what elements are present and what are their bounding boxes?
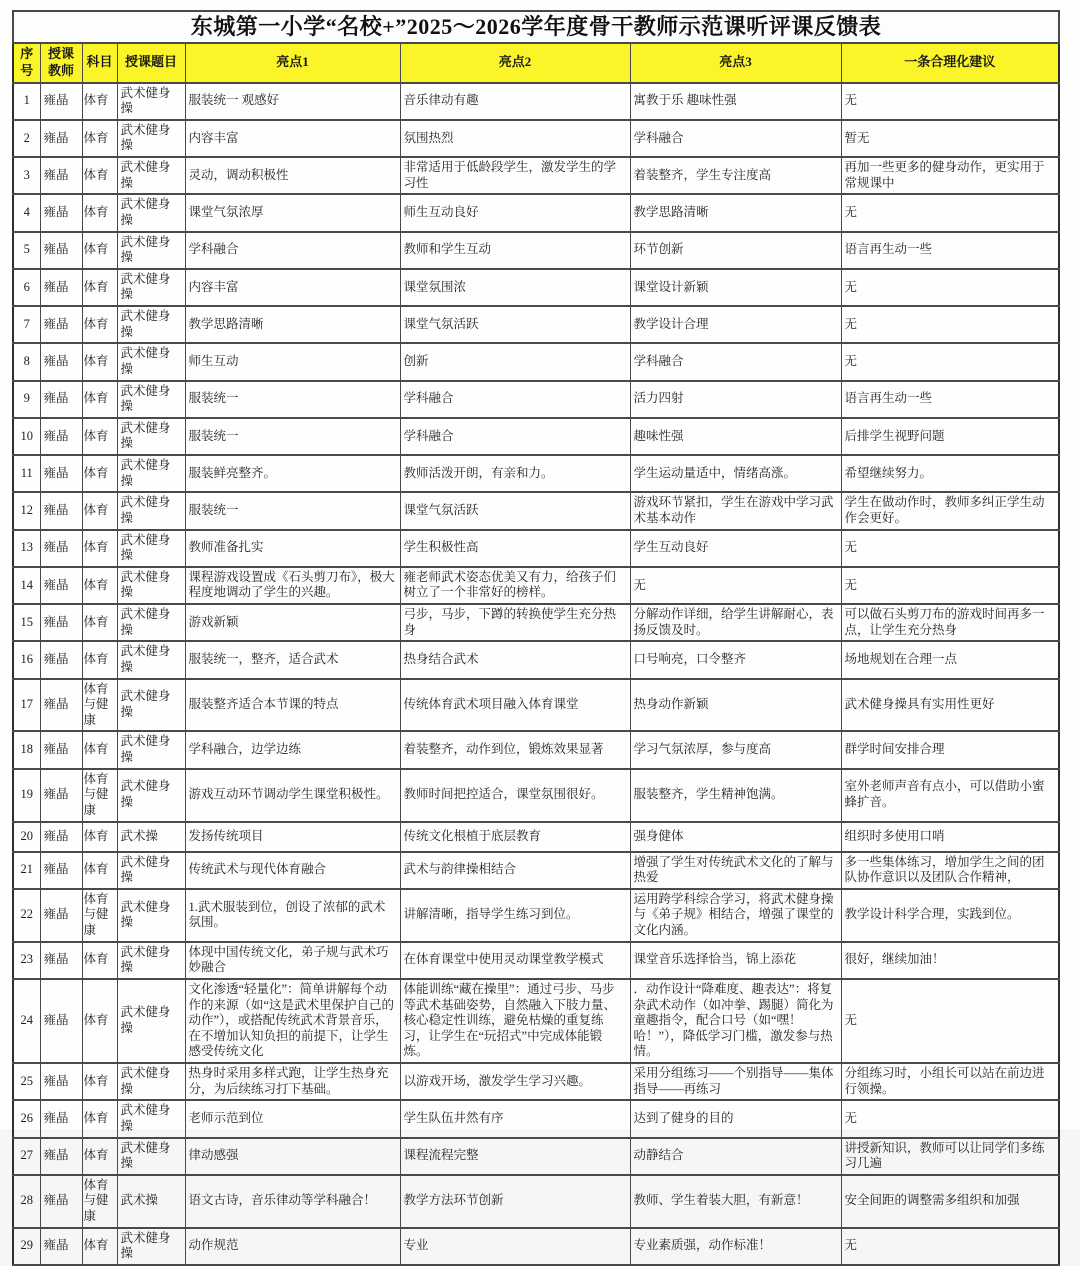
table-row xyxy=(13,492,1059,529)
highlight2-cell: 雍老师武术姿态优美又有力，给孩子们树立了一个非常好的榜样。 xyxy=(400,567,630,604)
teacher-cell: 雍晶 xyxy=(40,120,82,157)
col-header-subject: 科目 xyxy=(82,43,117,83)
topic-cell: 武术健身操 xyxy=(117,194,185,231)
row-number-cell: 19 xyxy=(13,769,40,822)
row-number-cell: 6 xyxy=(13,269,40,306)
topic-cell: 武术健身操 xyxy=(117,343,185,380)
topic-cell: 武术健身操 xyxy=(117,604,185,641)
table-body xyxy=(13,83,1059,1265)
row-number-cell: 23 xyxy=(13,942,40,979)
suggestion-cell: 暂无 xyxy=(841,120,1059,157)
topic-cell: 武术健身操 xyxy=(117,306,185,343)
topic-cell: 武术健身操 xyxy=(117,942,185,979)
subject-cell: 体育 xyxy=(82,83,117,120)
table-row xyxy=(13,157,1059,194)
col-header-topic: 授课题目 xyxy=(117,43,185,83)
suggestion-cell: 无 xyxy=(841,269,1059,306)
highlight3-cell: 专业素质强，动作标准！ xyxy=(630,1228,841,1265)
highlight2-cell: 传统文化根植于底层教育 xyxy=(400,822,630,852)
teacher-cell: 雍晶 xyxy=(40,1138,82,1175)
suggestion-cell: 教学设计科学合理，实践到位。 xyxy=(841,889,1059,942)
col-header-highlight3: 亮点3 xyxy=(630,43,841,83)
row-number-cell: 8 xyxy=(13,343,40,380)
row-number-cell: 15 xyxy=(13,604,40,641)
table-header-row xyxy=(13,43,1059,83)
highlight2-cell: 着装整齐，动作到位，锻炼效果显著 xyxy=(400,731,630,768)
table-row xyxy=(13,1228,1059,1265)
topic-cell: 武术健身操 xyxy=(117,769,185,822)
highlight1-cell: 课堂气氛浓厚 xyxy=(185,194,400,231)
teacher-cell: 雍晶 xyxy=(40,194,82,231)
highlight2-cell: 热身结合武术 xyxy=(400,641,630,678)
teacher-cell: 雍晶 xyxy=(40,418,82,455)
teacher-cell: 雍晶 xyxy=(40,381,82,418)
subject-cell: 体育 xyxy=(82,455,117,492)
row-number-cell: 13 xyxy=(13,530,40,567)
highlight2-cell: 课堂气氛活跃 xyxy=(400,492,630,529)
topic-cell: 武术健身操 xyxy=(117,1063,185,1100)
highlight3-cell: 教师、学生着装大胆，有新意！ xyxy=(630,1175,841,1228)
teacher-cell: 雍晶 xyxy=(40,232,82,269)
row-number-cell: 10 xyxy=(13,418,40,455)
row-number-cell: 24 xyxy=(13,979,40,1063)
subject-cell: 体育 xyxy=(82,1100,117,1137)
suggestion-cell: 分组练习时，小组长可以站在前边进行领操。 xyxy=(841,1063,1059,1100)
subject-cell: 体育 xyxy=(82,157,117,194)
topic-cell: 武术健身操 xyxy=(117,381,185,418)
row-number-cell: 21 xyxy=(13,852,40,889)
highlight1-cell: 内容丰富 xyxy=(185,269,400,306)
row-number-cell: 4 xyxy=(13,194,40,231)
subject-cell: 体育 xyxy=(82,1063,117,1100)
highlight2-cell: 体能训练“藏在操里”：通过弓步、马步等武术基础姿势，自然融入下肢力量、核心稳定性训练，避免枯燥的重复练习，让学生在“玩招式”中完成体能锻炼。 xyxy=(400,979,630,1063)
row-number-cell: 20 xyxy=(13,822,40,852)
highlight2-cell: 讲解清晰，指导学生练习到位。 xyxy=(400,889,630,942)
table-row xyxy=(13,343,1059,380)
row-number-cell: 9 xyxy=(13,381,40,418)
highlight3-cell: 分解动作详细，给学生讲解耐心，表扬反馈及时。 xyxy=(630,604,841,641)
highlight3-cell: 学生互动良好 xyxy=(630,530,841,567)
teacher-cell: 雍晶 xyxy=(40,1063,82,1100)
subject-cell: 体育 xyxy=(82,1228,117,1265)
highlight2-cell: 教师时间把控适合，课堂氛围很好。 xyxy=(400,769,630,822)
highlight2-cell: 以游戏开场，激发学生学习兴趣。 xyxy=(400,1063,630,1100)
suggestion-cell: 群学时间安排合理 xyxy=(841,731,1059,768)
topic-cell: 武术健身操 xyxy=(117,492,185,529)
teacher-cell: 雍晶 xyxy=(40,679,82,732)
topic-cell: 武术健身操 xyxy=(117,679,185,732)
table-row xyxy=(13,1063,1059,1100)
highlight3-cell: 运用跨学科综合学习，将武术健身操与《弟子规》相结合，增强了课堂的文化内涵。 xyxy=(630,889,841,942)
suggestion-cell: 后排学生视野问题 xyxy=(841,418,1059,455)
topic-cell: 武术健身操 xyxy=(117,889,185,942)
highlight1-cell: 服装统一 xyxy=(185,418,400,455)
col-header-highlight2: 亮点2 xyxy=(400,43,630,83)
highlight2-cell: 教师活泼开朗，有亲和力。 xyxy=(400,455,630,492)
col-header-index: 序号 xyxy=(13,43,40,83)
highlight3-cell: ．动作设计“降难度、趣表达”：将复杂武术动作（如冲拳、踢腿）简化为童趣指令，配合口号（如“嘿！哈！”），降低学习门槛，激发参与热情。 xyxy=(630,979,841,1063)
highlight2-cell: 创新 xyxy=(400,343,630,380)
suggestion-cell: 再加一些更多的健身动作，更实用于常规课中 xyxy=(841,157,1059,194)
teacher-cell: 雍晶 xyxy=(40,942,82,979)
topic-cell: 武术健身操 xyxy=(117,979,185,1063)
table-row xyxy=(13,822,1059,852)
highlight2-cell: 武术与韵律操相结合 xyxy=(400,852,630,889)
highlight1-cell: 发扬传统项目 xyxy=(185,822,400,852)
highlight2-cell: 学生队伍井然有序 xyxy=(400,1100,630,1137)
suggestion-cell: 武术健身操具有实用性更好 xyxy=(841,679,1059,732)
subject-cell: 体育 xyxy=(82,269,117,306)
row-number-cell: 27 xyxy=(13,1138,40,1175)
highlight2-cell: 氛围热烈 xyxy=(400,120,630,157)
suggestion-cell: 无 xyxy=(841,567,1059,604)
topic-cell: 武术健身操 xyxy=(117,83,185,120)
table-row xyxy=(13,731,1059,768)
row-number-cell: 1 xyxy=(13,83,40,120)
highlight3-cell: 学生运动量适中，情绪高涨。 xyxy=(630,455,841,492)
topic-cell: 武术健身操 xyxy=(117,530,185,567)
highlight1-cell: 热身时采用多样式跑，让学生热身充分，为后续练习打下基础。 xyxy=(185,1063,400,1100)
col-header-suggestion: 一条合理化建议 xyxy=(841,43,1059,83)
subject-cell: 体育与健康 xyxy=(82,1175,117,1228)
highlight2-cell: 课堂气氛活跃 xyxy=(400,306,630,343)
teacher-cell: 雍晶 xyxy=(40,157,82,194)
suggestion-cell: 无 xyxy=(841,194,1059,231)
highlight1-cell: 律动感强 xyxy=(185,1138,400,1175)
subject-cell: 体育 xyxy=(82,731,117,768)
topic-cell: 武术健身操 xyxy=(117,1138,185,1175)
table-row xyxy=(13,194,1059,231)
suggestion-cell: 室外老师声音有点小，可以借助小蜜蜂扩音。 xyxy=(841,769,1059,822)
table-row xyxy=(13,1100,1059,1137)
highlight1-cell: 内容丰富 xyxy=(185,120,400,157)
subject-cell: 体育 xyxy=(82,530,117,567)
topic-cell: 武术健身操 xyxy=(117,418,185,455)
row-number-cell: 22 xyxy=(13,889,40,942)
table-row xyxy=(13,381,1059,418)
subject-cell: 体育 xyxy=(82,979,117,1063)
suggestion-cell: 无 xyxy=(841,979,1059,1063)
row-number-cell: 29 xyxy=(13,1228,40,1265)
row-number-cell: 3 xyxy=(13,157,40,194)
topic-cell: 武术健身操 xyxy=(117,1228,185,1265)
highlight3-cell: 无 xyxy=(630,567,841,604)
topic-cell: 武术健身操 xyxy=(117,232,185,269)
teacher-cell: 雍晶 xyxy=(40,455,82,492)
suggestion-cell: 无 xyxy=(841,1228,1059,1265)
highlight2-cell: 教师和学生互动 xyxy=(400,232,630,269)
highlight3-cell: 教学思路清晰 xyxy=(630,194,841,231)
highlight1-cell: 语文古诗，音乐律动等学科融合！ xyxy=(185,1175,400,1228)
teacher-cell: 雍晶 xyxy=(40,979,82,1063)
table-row xyxy=(13,306,1059,343)
table-row xyxy=(13,455,1059,492)
title-row xyxy=(13,11,1059,43)
highlight3-cell: 课堂音乐选择恰当，锦上添花 xyxy=(630,942,841,979)
suggestion-cell: 组织时多使用口哨 xyxy=(841,822,1059,852)
topic-cell: 武术健身操 xyxy=(117,157,185,194)
page-title: 东城第一小学“名校+”2025～2026学年度骨干教师示范课听评课反馈表 xyxy=(13,11,1059,43)
row-number-cell: 28 xyxy=(13,1175,40,1228)
row-number-cell: 11 xyxy=(13,455,40,492)
teacher-cell: 雍晶 xyxy=(40,567,82,604)
table-row xyxy=(13,567,1059,604)
highlight1-cell: 文化渗透“轻量化”：简单讲解每个动作的来源（如“这是武术里保护自己的动作”），或搭配传统武术背景音乐，在不增加认知负担的前提下，让学生感受传统文化 xyxy=(185,979,400,1063)
subject-cell: 体育与健康 xyxy=(82,769,117,822)
table-row xyxy=(13,889,1059,942)
highlight2-cell: 教学方法环节创新 xyxy=(400,1175,630,1228)
highlight3-cell: 动静结合 xyxy=(630,1138,841,1175)
subject-cell: 体育 xyxy=(82,232,117,269)
topic-cell: 武术健身操 xyxy=(117,455,185,492)
highlight2-cell: 学科融合 xyxy=(400,418,630,455)
subject-cell: 体育 xyxy=(82,852,117,889)
topic-cell: 武术健身操 xyxy=(117,567,185,604)
highlight3-cell: 游戏环节紧扣，学生在游戏中学习武术基本动作 xyxy=(630,492,841,529)
teacher-cell: 雍晶 xyxy=(40,889,82,942)
subject-cell: 体育 xyxy=(82,194,117,231)
highlight2-cell: 在体育课堂中使用灵动课堂教学模式 xyxy=(400,942,630,979)
subject-cell: 体育 xyxy=(82,418,117,455)
highlight3-cell: 环节创新 xyxy=(630,232,841,269)
highlight1-cell: 服装统一 xyxy=(185,492,400,529)
row-number-cell: 25 xyxy=(13,1063,40,1100)
table-row xyxy=(13,604,1059,641)
teacher-cell: 雍晶 xyxy=(40,1228,82,1265)
highlight2-cell: 传统体育武术项目融入体育课堂 xyxy=(400,679,630,732)
topic-cell: 武术健身操 xyxy=(117,1100,185,1137)
teacher-cell: 雍晶 xyxy=(40,530,82,567)
subject-cell: 体育 xyxy=(82,942,117,979)
table-row xyxy=(13,120,1059,157)
suggestion-cell: 安全间距的调整需多组织和加强 xyxy=(841,1175,1059,1228)
subject-cell: 体育 xyxy=(82,343,117,380)
subject-cell: 体育 xyxy=(82,1138,117,1175)
table-row xyxy=(13,269,1059,306)
highlight1-cell: 服装鲜亮整齐。 xyxy=(185,455,400,492)
highlight2-cell: 专业 xyxy=(400,1228,630,1265)
highlight3-cell: 学科融合 xyxy=(630,343,841,380)
suggestion-cell: 讲授新知识，教师可以让同学们多练习几遍 xyxy=(841,1138,1059,1175)
highlight2-cell: 课堂氛围浓 xyxy=(400,269,630,306)
row-number-cell: 17 xyxy=(13,679,40,732)
topic-cell: 武术健身操 xyxy=(117,269,185,306)
teacher-cell: 雍晶 xyxy=(40,604,82,641)
highlight3-cell: 增强了学生对传统武术文化的了解与热爱 xyxy=(630,852,841,889)
teacher-cell: 雍晶 xyxy=(40,1175,82,1228)
highlight3-cell: 活力四射 xyxy=(630,381,841,418)
suggestion-cell: 学生在做动作时，教师多纠正学生动作会更好。 xyxy=(841,492,1059,529)
row-number-cell: 14 xyxy=(13,567,40,604)
subject-cell: 体育与健康 xyxy=(82,889,117,942)
highlight3-cell: 强身健体 xyxy=(630,822,841,852)
subject-cell: 体育 xyxy=(82,306,117,343)
suggestion-cell: 希望继续努力。 xyxy=(841,455,1059,492)
highlight1-cell: 动作规范 xyxy=(185,1228,400,1265)
highlight1-cell: 传统武术与现代体育融合 xyxy=(185,852,400,889)
highlight3-cell: 寓教于乐 趣味性强 xyxy=(630,83,841,120)
highlight3-cell: 教学设计合理 xyxy=(630,306,841,343)
suggestion-cell: 无 xyxy=(841,343,1059,380)
teacher-cell: 雍晶 xyxy=(40,269,82,306)
table-row xyxy=(13,232,1059,269)
highlight3-cell: 达到了健身的目的 xyxy=(630,1100,841,1137)
subject-cell: 体育 xyxy=(82,822,117,852)
highlight1-cell: 服装统一 观感好 xyxy=(185,83,400,120)
teacher-cell: 雍晶 xyxy=(40,492,82,529)
suggestion-cell: 无 xyxy=(841,83,1059,120)
subject-cell: 体育 xyxy=(82,381,117,418)
subject-cell: 体育 xyxy=(82,567,117,604)
highlight1-cell: 灵动，调动积极性 xyxy=(185,157,400,194)
topic-cell: 武术健身操 xyxy=(117,120,185,157)
table-row xyxy=(13,979,1059,1063)
col-header-teacher: 授课教师 xyxy=(40,43,82,83)
highlight3-cell: 学科融合 xyxy=(630,120,841,157)
teacher-cell: 雍晶 xyxy=(40,1100,82,1137)
row-number-cell: 26 xyxy=(13,1100,40,1137)
highlight1-cell: 教学思路清晰 xyxy=(185,306,400,343)
teacher-cell: 雍晶 xyxy=(40,306,82,343)
highlight1-cell: 教师准备扎实 xyxy=(185,530,400,567)
teacher-cell: 雍晶 xyxy=(40,731,82,768)
highlight1-cell: 1.武术服装到位，创设了浓郁的武术氛围。 xyxy=(185,889,400,942)
topic-cell: 武术操 xyxy=(117,1175,185,1228)
highlight2-cell: 弓步，马步，下蹲的转换使学生充分热身 xyxy=(400,604,630,641)
highlight3-cell: 学习气氛浓厚，参与度高 xyxy=(630,731,841,768)
table-row xyxy=(13,418,1059,455)
table-row xyxy=(13,1175,1059,1228)
table-row xyxy=(13,83,1059,120)
topic-cell: 武术健身操 xyxy=(117,731,185,768)
table-row xyxy=(13,769,1059,822)
highlight3-cell: 采用分组练习——个别指导——集体指导——再练习 xyxy=(630,1063,841,1100)
teacher-cell: 雍晶 xyxy=(40,83,82,120)
highlight1-cell: 服装整齐适合本节课的特点 xyxy=(185,679,400,732)
topic-cell: 武术操 xyxy=(117,822,185,852)
subject-cell: 体育 xyxy=(82,641,117,678)
table-row xyxy=(13,530,1059,567)
highlight3-cell: 口号响亮，口令整齐 xyxy=(630,641,841,678)
row-number-cell: 16 xyxy=(13,641,40,678)
highlight2-cell: 学生积极性高 xyxy=(400,530,630,567)
highlight2-cell: 音乐律动有趣 xyxy=(400,83,630,120)
teacher-cell: 雍晶 xyxy=(40,343,82,380)
suggestion-cell: 很好，继续加油！ xyxy=(841,942,1059,979)
table-row xyxy=(13,942,1059,979)
row-number-cell: 18 xyxy=(13,731,40,768)
topic-cell: 武术健身操 xyxy=(117,641,185,678)
teacher-cell: 雍晶 xyxy=(40,822,82,852)
suggestion-cell: 语言再生动一些 xyxy=(841,232,1059,269)
highlight1-cell: 游戏互动环节调动学生课堂积极性。 xyxy=(185,769,400,822)
suggestion-cell: 无 xyxy=(841,306,1059,343)
row-number-cell: 2 xyxy=(13,120,40,157)
highlight3-cell: 课堂设计新颖 xyxy=(630,269,841,306)
topic-cell: 武术健身操 xyxy=(117,852,185,889)
highlight1-cell: 学科融合 xyxy=(185,232,400,269)
col-header-highlight1: 亮点1 xyxy=(185,43,400,83)
suggestion-cell: 多一些集体练习，增加学生之间的团队协作意识以及团队合作精神， xyxy=(841,852,1059,889)
highlight3-cell: 趣味性强 xyxy=(630,418,841,455)
feedback-table xyxy=(12,10,1060,1266)
suggestion-cell: 场地规划在合理一点 xyxy=(841,641,1059,678)
table-row xyxy=(13,1138,1059,1175)
subject-cell: 体育 xyxy=(82,492,117,529)
highlight2-cell: 学科融合 xyxy=(400,381,630,418)
highlight3-cell: 着装整齐，学生专注度高 xyxy=(630,157,841,194)
highlight1-cell: 学科融合，边学边练 xyxy=(185,731,400,768)
highlight1-cell: 游戏新颖 xyxy=(185,604,400,641)
highlight3-cell: 热身动作新颖 xyxy=(630,679,841,732)
suggestion-cell: 无 xyxy=(841,530,1059,567)
table-row xyxy=(13,852,1059,889)
highlight1-cell: 师生互动 xyxy=(185,343,400,380)
highlight2-cell: 非常适用于低龄段学生，激发学生的学习性 xyxy=(400,157,630,194)
row-number-cell: 5 xyxy=(13,232,40,269)
teacher-cell: 雍晶 xyxy=(40,769,82,822)
row-number-cell: 12 xyxy=(13,492,40,529)
highlight1-cell: 体现中国传统文化，弟子规与武术巧妙融合 xyxy=(185,942,400,979)
table-row xyxy=(13,679,1059,732)
subject-cell: 体育 xyxy=(82,604,117,641)
highlight1-cell: 服装统一 xyxy=(185,381,400,418)
highlight1-cell: 课程游戏设置成《石头剪刀布》，极大程度地调动了学生的兴趣。 xyxy=(185,567,400,604)
suggestion-cell: 语言再生动一些 xyxy=(841,381,1059,418)
teacher-cell: 雍晶 xyxy=(40,641,82,678)
suggestion-cell: 无 xyxy=(841,1100,1059,1137)
highlight2-cell: 课程流程完整 xyxy=(400,1138,630,1175)
teacher-cell: 雍晶 xyxy=(40,852,82,889)
highlight1-cell: 服装统一，整齐，适合武术 xyxy=(185,641,400,678)
suggestion-cell: 可以做石头剪刀布的游戏时间再多一点，让学生充分热身 xyxy=(841,604,1059,641)
subject-cell: 体育 xyxy=(82,120,117,157)
highlight1-cell: 老师示范到位 xyxy=(185,1100,400,1137)
row-number-cell: 7 xyxy=(13,306,40,343)
subject-cell: 体育与健康 xyxy=(82,679,117,732)
highlight3-cell: 服装整齐，学生精神饱满。 xyxy=(630,769,841,822)
highlight2-cell: 师生互动良好 xyxy=(400,194,630,231)
table-row xyxy=(13,641,1059,678)
